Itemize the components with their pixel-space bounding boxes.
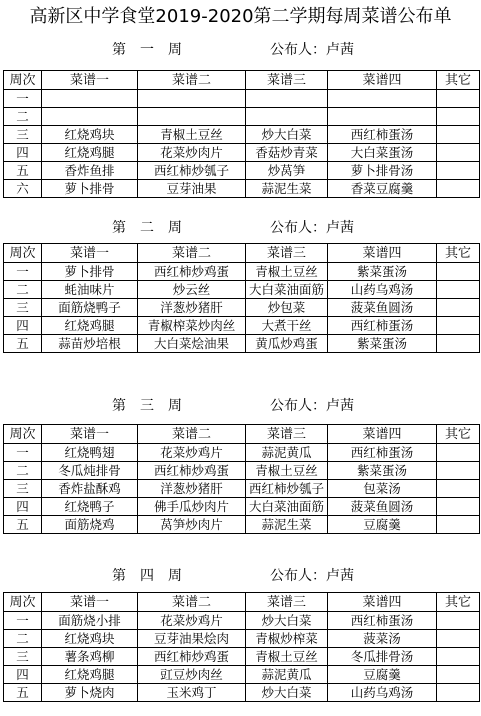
column-header: 菜谱四 <box>328 71 437 90</box>
dish-cell: 花菜炒鸡片 <box>138 444 246 462</box>
dish-cell: 西红柿蛋汤 <box>328 612 437 630</box>
dish-cell: 紫菜蛋汤 <box>328 335 437 353</box>
dish-cell: 青椒土豆丝 <box>138 126 246 144</box>
dish-cell: 炒大白菜 <box>246 126 328 144</box>
dish-cell <box>437 317 480 335</box>
header-row <box>4 244 480 263</box>
dish-cell: 冬瓜排骨汤 <box>328 648 437 666</box>
dish-cell: 炒大白菜 <box>246 612 328 630</box>
dish-cell: 豇豆炒肉丝 <box>138 666 246 684</box>
dish-cell: 萝卜排骨 <box>42 263 138 281</box>
table-row <box>4 317 480 335</box>
day-cell: 一 <box>4 263 42 281</box>
day-cell: 五 <box>4 162 42 180</box>
week-header <box>0 34 481 60</box>
column-header: 菜谱四 <box>328 244 437 263</box>
dish-cell: 紫菜蛋汤 <box>328 263 437 281</box>
dish-cell: 蒜泥黄瓜 <box>246 666 328 684</box>
menu-table <box>3 592 480 702</box>
column-header: 菜谱四 <box>328 425 437 444</box>
dish-cell <box>437 498 480 516</box>
day-cell: 一 <box>4 444 42 462</box>
table-row <box>4 299 480 317</box>
dish-cell: 青椒榨菜炒肉丝 <box>138 317 246 335</box>
column-header: 菜谱二 <box>138 244 246 263</box>
dish-cell <box>437 263 480 281</box>
dish-cell: 西红柿炒鸡蛋 <box>138 263 246 281</box>
dish-cell: 红烧鸡块 <box>42 126 138 144</box>
column-header: 菜谱一 <box>42 71 138 90</box>
column-header: 菜谱四 <box>328 593 437 612</box>
dish-cell: 大白菜油面筋 <box>246 281 328 299</box>
table-row <box>4 180 480 198</box>
dish-cell: 香炸盐酥鸡 <box>42 480 138 498</box>
publisher-label: 公布人：卢茜 <box>270 220 354 236</box>
dish-cell <box>437 144 480 162</box>
dish-cell: 香菇炒青菜 <box>246 144 328 162</box>
dish-cell: 香菜豆腐羹 <box>328 180 437 198</box>
column-header: 菜谱三 <box>246 593 328 612</box>
dish-cell <box>437 299 480 317</box>
column-header: 菜谱一 <box>42 593 138 612</box>
dish-cell: 青椒土豆丝 <box>246 648 328 666</box>
table-row <box>4 444 480 462</box>
table-row <box>4 612 480 630</box>
dish-cell <box>437 666 480 684</box>
table-row <box>4 144 480 162</box>
dish-cell: 西红柿炒鸡蛋 <box>138 648 246 666</box>
dish-cell: 西红柿蛋汤 <box>328 444 437 462</box>
publisher-label: 公布人：卢茜 <box>270 42 354 58</box>
dish-cell: 包菜汤 <box>328 480 437 498</box>
header-row <box>4 425 480 444</box>
week-header <box>0 212 481 238</box>
table-row <box>4 162 480 180</box>
day-cell: 五 <box>4 335 42 353</box>
dish-cell <box>42 90 138 108</box>
column-header: 周次 <box>4 71 42 90</box>
dish-cell: 红烧鸡腿 <box>42 317 138 335</box>
dish-cell: 山药乌鸡汤 <box>328 281 437 299</box>
table-row <box>4 90 480 108</box>
column-header: 菜谱三 <box>246 71 328 90</box>
dish-cell: 西红柿炒瓠子 <box>138 162 246 180</box>
publisher-label: 公布人：卢茜 <box>270 568 354 584</box>
dish-cell: 豆腐羹 <box>328 666 437 684</box>
dish-cell: 佛手瓜炒肉片 <box>138 498 246 516</box>
dish-cell: 面筋烧小排 <box>42 612 138 630</box>
dish-cell <box>328 108 437 126</box>
table-row <box>4 648 480 666</box>
menu-table <box>3 424 480 534</box>
dish-cell: 豆芽油果烩肉 <box>138 630 246 648</box>
dish-cell <box>437 162 480 180</box>
dish-cell <box>437 612 480 630</box>
dish-cell: 豆芽油果 <box>138 180 246 198</box>
day-cell: 四 <box>4 666 42 684</box>
day-cell: 一 <box>4 612 42 630</box>
dish-cell: 西红柿蛋汤 <box>328 317 437 335</box>
day-cell: 二 <box>4 108 42 126</box>
day-cell: 四 <box>4 144 42 162</box>
column-header: 其它 <box>437 244 480 263</box>
dish-cell: 炒大白菜 <box>246 684 328 702</box>
dish-cell: 炒包菜 <box>246 299 328 317</box>
table-row <box>4 498 480 516</box>
table-row <box>4 480 480 498</box>
dish-cell: 豆腐羹 <box>328 516 437 534</box>
table-row <box>4 630 480 648</box>
day-cell: 二 <box>4 630 42 648</box>
week-header <box>0 560 481 586</box>
column-header: 菜谱二 <box>138 425 246 444</box>
dish-cell: 冬瓜炖排骨 <box>42 462 138 480</box>
week-label: 第 四 周 <box>112 568 182 584</box>
dish-cell: 西红柿炒鸡蛋 <box>138 462 246 480</box>
dish-cell: 蒜泥生菜 <box>246 180 328 198</box>
dish-cell: 大白菜蛋汤 <box>328 144 437 162</box>
dish-cell: 大煮干丝 <box>246 317 328 335</box>
dish-cell <box>437 90 480 108</box>
dish-cell: 黄瓜炒鸡蛋 <box>246 335 328 353</box>
table-row <box>4 516 480 534</box>
dish-cell: 西红柿蛋汤 <box>328 126 437 144</box>
day-cell: 三 <box>4 299 42 317</box>
dish-cell: 蒜泥生菜 <box>246 516 328 534</box>
dish-cell: 菠菜鱼圆汤 <box>328 299 437 317</box>
dish-cell: 蒜苗炒培根 <box>42 335 138 353</box>
dish-cell: 萝卜烧肉 <box>42 684 138 702</box>
dish-cell: 莴笋炒肉片 <box>138 516 246 534</box>
dish-cell <box>437 462 480 480</box>
week-label: 第 二 周 <box>112 220 182 236</box>
dish-cell <box>42 108 138 126</box>
column-header: 周次 <box>4 425 42 444</box>
dish-cell <box>437 630 480 648</box>
day-cell: 五 <box>4 684 42 702</box>
table-row <box>4 462 480 480</box>
day-cell: 二 <box>4 462 42 480</box>
dish-cell: 青椒炒榨菜 <box>246 630 328 648</box>
dish-cell <box>138 90 246 108</box>
day-cell: 四 <box>4 317 42 335</box>
dish-cell: 香炸鱼排 <box>42 162 138 180</box>
table-row <box>4 108 480 126</box>
dish-cell: 萝卜排骨汤 <box>328 162 437 180</box>
dish-cell <box>437 180 480 198</box>
table-row <box>4 335 480 353</box>
dish-cell: 面筋烧鸡 <box>42 516 138 534</box>
dish-cell: 菠菜鱼圆汤 <box>328 498 437 516</box>
dish-cell <box>437 281 480 299</box>
dish-cell <box>437 480 480 498</box>
week-header <box>0 390 481 416</box>
dish-cell: 炒莴笋 <box>246 162 328 180</box>
table-row <box>4 666 480 684</box>
table-row <box>4 263 480 281</box>
dish-cell <box>246 108 328 126</box>
dish-cell <box>437 516 480 534</box>
dish-cell: 玉米鸡丁 <box>138 684 246 702</box>
dish-cell: 山药乌鸡汤 <box>328 684 437 702</box>
menu-table <box>3 243 480 353</box>
column-header: 其它 <box>437 593 480 612</box>
dish-cell <box>437 126 480 144</box>
dish-cell: 面筋烧鸭子 <box>42 299 138 317</box>
day-cell: 五 <box>4 516 42 534</box>
dish-cell <box>138 108 246 126</box>
column-header: 菜谱一 <box>42 244 138 263</box>
dish-cell: 菠菜汤 <box>328 630 437 648</box>
dish-cell: 炒云丝 <box>138 281 246 299</box>
dish-cell: 萝卜排骨 <box>42 180 138 198</box>
column-header: 其它 <box>437 71 480 90</box>
publisher-label: 公布人：卢茜 <box>270 398 354 414</box>
dish-cell <box>437 335 480 353</box>
dish-cell: 红烧鸡块 <box>42 630 138 648</box>
table-row <box>4 281 480 299</box>
day-cell: 四 <box>4 498 42 516</box>
day-cell: 二 <box>4 281 42 299</box>
header-row <box>4 71 480 90</box>
dish-cell <box>437 648 480 666</box>
day-cell: 六 <box>4 180 42 198</box>
page-title: 高新区中学食堂2019-2020第二学期每周菜谱公布单 <box>29 6 452 27</box>
column-header: 其它 <box>437 425 480 444</box>
header-row <box>4 593 480 612</box>
week-label: 第 一 周 <box>112 42 182 58</box>
column-header: 菜谱三 <box>246 244 328 263</box>
dish-cell: 蒜泥黄瓜 <box>246 444 328 462</box>
dish-cell: 大白菜油面筋 <box>246 498 328 516</box>
day-cell: 三 <box>4 126 42 144</box>
dish-cell <box>328 90 437 108</box>
column-header: 周次 <box>4 593 42 612</box>
day-cell: 三 <box>4 480 42 498</box>
dish-cell: 花菜炒鸡片 <box>138 612 246 630</box>
dish-cell: 紫菜蛋汤 <box>328 462 437 480</box>
day-cell: 一 <box>4 90 42 108</box>
column-header: 周次 <box>4 244 42 263</box>
dish-cell: 青椒土豆丝 <box>246 263 328 281</box>
dish-cell: 红烧鸡腿 <box>42 144 138 162</box>
dish-cell: 西红柿炒瓠子 <box>246 480 328 498</box>
column-header: 菜谱三 <box>246 425 328 444</box>
dish-cell <box>246 90 328 108</box>
column-header: 菜谱二 <box>138 593 246 612</box>
dish-cell: 红烧鸭翅 <box>42 444 138 462</box>
dish-cell: 花菜炒肉片 <box>138 144 246 162</box>
dish-cell: 洋葱炒猪肝 <box>138 299 246 317</box>
dish-cell: 大白菜烩油果 <box>138 335 246 353</box>
column-header: 菜谱一 <box>42 425 138 444</box>
dish-cell <box>437 444 480 462</box>
dish-cell: 红烧鸡腿 <box>42 666 138 684</box>
dish-cell: 洋葱炒猪肝 <box>138 480 246 498</box>
dish-cell: 青椒土豆丝 <box>246 462 328 480</box>
week-label: 第 三 周 <box>112 398 182 414</box>
dish-cell: 红烧鸭子 <box>42 498 138 516</box>
dish-cell <box>437 108 480 126</box>
dish-cell: 薯条鸡柳 <box>42 648 138 666</box>
table-row <box>4 684 480 702</box>
dish-cell: 蚝油味片 <box>42 281 138 299</box>
menu-table <box>3 70 480 198</box>
column-header: 菜谱二 <box>138 71 246 90</box>
table-row <box>4 126 480 144</box>
dish-cell <box>437 684 480 702</box>
day-cell: 三 <box>4 648 42 666</box>
